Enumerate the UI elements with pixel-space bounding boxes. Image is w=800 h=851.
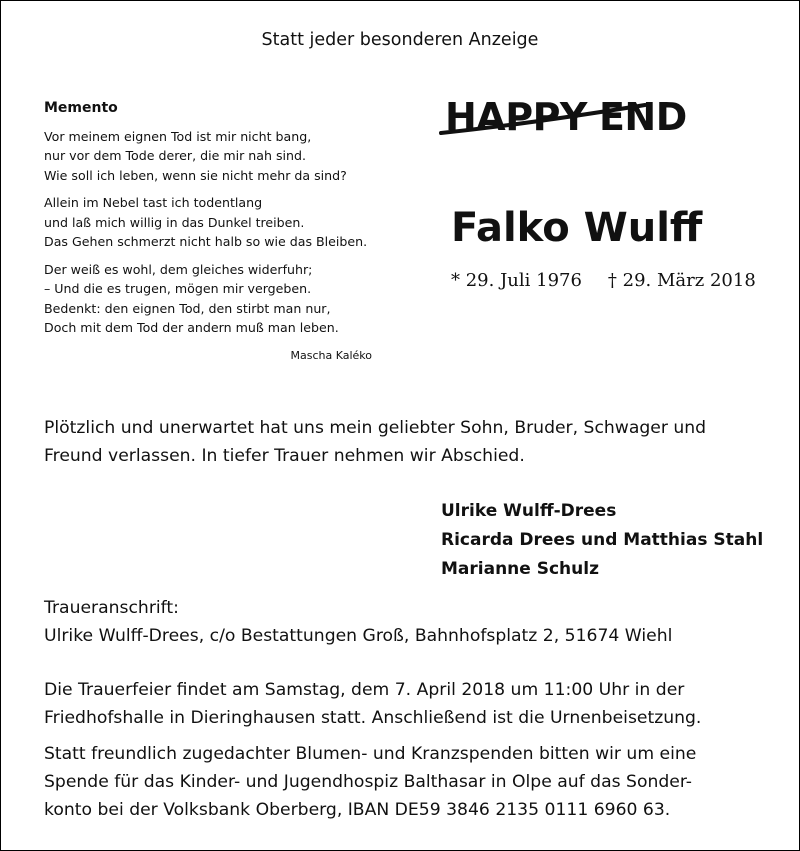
poem <box>44 99 384 365</box>
poem-stanza <box>44 193 384 252</box>
mourner-name: Marianne Schulz <box>441 559 599 579</box>
death-date: † 29. März 2018 <box>607 270 756 291</box>
poem-line: Allein im Nebel tast ich todentlang <box>44 195 263 210</box>
donation-line: Spende für das Kinder- und Jugendhospiz Balthasar in Olpe auf das Sonder- <box>44 772 693 792</box>
struck-word <box>445 95 587 139</box>
mourning-address <box>44 594 672 650</box>
poem-line: nur vor dem Tode derer, die mir nah sind. <box>44 148 306 163</box>
donation-request <box>44 740 696 824</box>
struck-word-text: HAPPY <box>445 95 587 139</box>
address-line: Ulrike Wulff-Drees, c/o Bestattungen Groß, Bahnhofsplatz 2, 51674 Wiehl <box>44 626 673 646</box>
notice-header: Statt jeder besonderen Anzeige <box>261 30 539 50</box>
poem-line: Bedenkt: den eignen Tod, den stirbt man nur, <box>44 300 331 316</box>
strikethrough-stroke <box>439 103 647 145</box>
birth-date: * 29. Juli 1976 <box>451 270 582 291</box>
address-label: Traueranschrift: <box>44 598 179 618</box>
deceased-name: Falko Wulff <box>451 205 703 251</box>
farewell-message <box>44 414 706 470</box>
end-word: END <box>598 95 687 139</box>
message-line: Plötzlich und unerwartet hat uns mein geliebter Sohn, Bruder, Schwager und <box>44 418 707 438</box>
message-line: Freund verlassen. In tiefer Trauer nehmen wir Abschied. <box>44 446 525 466</box>
poem-stanza <box>44 127 384 186</box>
donation-line: konto bei der Volksbank Oberberg, IBAN DE59 3846 2135 0111 6960 63. <box>44 800 671 820</box>
funeral-ceremony-info <box>44 676 701 732</box>
poem-line: – Und die es trugen, mögen mir vergeben. <box>44 281 312 296</box>
poem-title: Memento <box>44 100 118 116</box>
poem-line: Das Gehen schmerzt nicht halb so wie das Bleiben. <box>44 234 368 249</box>
ceremony-line: Die Trauerfeier findet am Samstag, dem 7. April 2018 um 11:00 Uhr in der <box>44 680 685 700</box>
mourner-name: Ulrike Wulff-Drees <box>441 501 617 521</box>
poem-line: Wie soll ich leben, wenn sie nicht mehr da sind? <box>44 167 347 183</box>
happy-end-headline <box>445 95 687 139</box>
poem-line: Vor meinem eignen Tod ist mir nicht bang, <box>44 128 312 144</box>
donation-line: Statt freundlich zugedachter Blumen- und Kranzspenden bitten wir um eine <box>44 744 697 764</box>
mourner-name: Ricarda Drees und Matthias Stahl <box>441 530 764 550</box>
life-dates <box>451 270 756 291</box>
poem-line: und laß mich willig in das Dunkel treiben. <box>44 214 305 230</box>
poem-line: Doch mit dem Tod der andern muß man leben. <box>44 320 339 335</box>
ceremony-line: Friedhofshalle in Dieringhausen statt. Anschließend ist die Urnenbeisetzung. <box>44 708 702 728</box>
mourners-list <box>441 497 763 584</box>
poem-stanza <box>44 260 384 338</box>
poem-author: Mascha Kaléko <box>290 348 372 362</box>
poem-line: Der weiß es wohl, dem gleiches widerfuhr; <box>44 261 313 277</box>
